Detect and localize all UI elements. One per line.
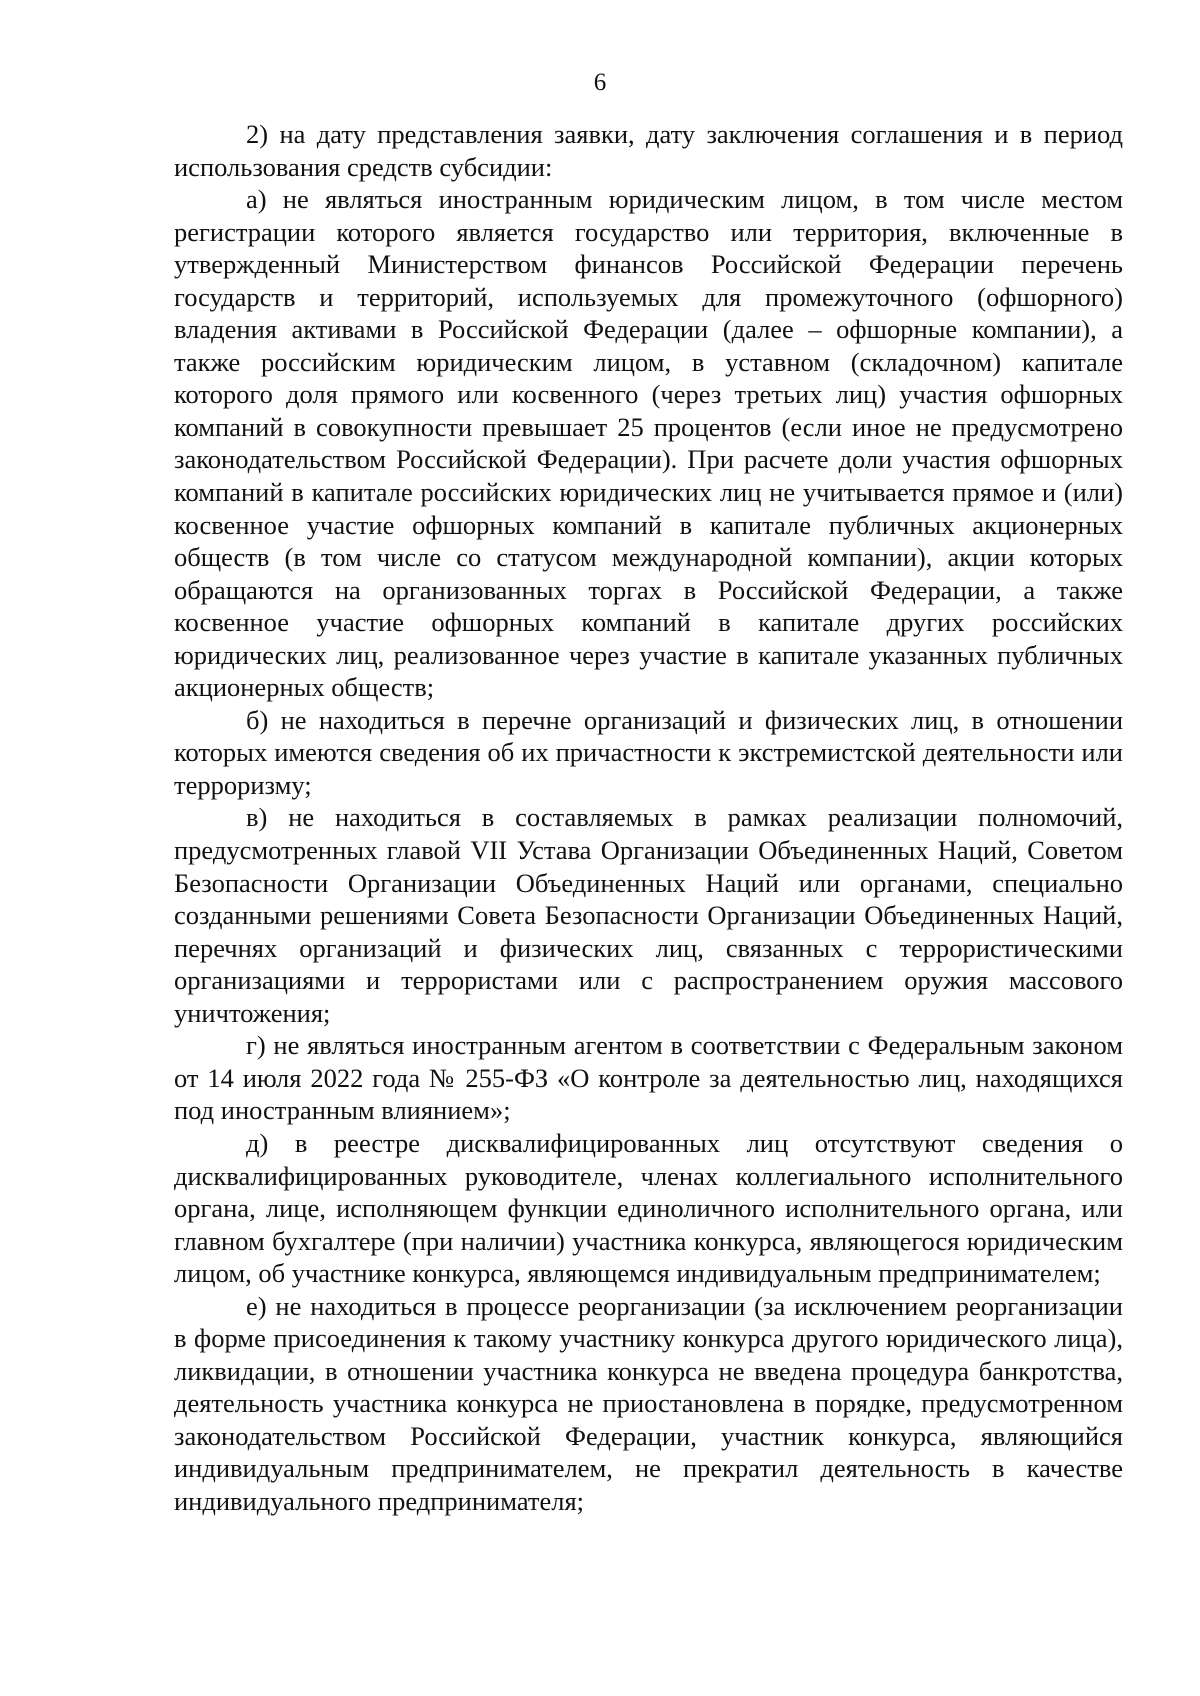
subparagraph-v: в) не находиться в составляемых в рамках реализации полномочий, предусмотренных главой VII Устава Организации Объединенных Наций, Советом Безопасности Организации Объединенных Наций или органами, специально созданными решениями Совета Безопасности Организации Объединенных Наций, перечнях организаций и физических лиц, связанных с террористическими организациями и террористами или с распространением оружия массового уничтожения; [174, 802, 1123, 1028]
subparagraph-b: б) не находиться в перечне организаций и физических лиц, в отношении которых имеются сведения об их причастности к экстремистской деятельности или терроризму; [174, 704, 1123, 800]
page-number: 6 [593, 69, 607, 96]
subparagraph-a: а) не являться иностранным юридическим лицом, в том числе местом регистрации которого является государство или территория, включенные в утвержденный Министерством финансов Российской Федерации перечень государств и территорий, используемых для промежуточного (офшорного) владения активами в Российской Федерации (далее – офшорные компании), а также российским юридическим лицом, в уставном (складочном) капитале которого доля прямого или косвенного (через третьих лиц) участия офшорных компаний в совокупности превышает 25 процентов (если иное не предусмотрено законодательством Российской Федерации). При расчете доли участия офшорных компаний в капитале российских юридических лиц не учитывается прямое и (или) косвенное участие офшорных компаний в капитале публичных акционерных обществ (в том числе со статусом международной компании), акции которых обращаются на организованных торгах в Российской Федерации, а также косвенное участие офшорных компаний в капитале других российских юридических лиц, реализованное через участие в капитале указанных публичных акционерных обществ; [174, 184, 1123, 703]
subparagraph-g: г) не являться иностранным агентом в соответствии с Федеральным законом от 14 июля 2022 года № 255-ФЗ «О контроле за деятельностью лиц, находящихся под иностранным влиянием»; [174, 1030, 1123, 1126]
subparagraph-d: д) в реестре дисквалифицированных лиц отсутствуют сведения о дисквалифицированных руководителе, членах коллегиального исполнительного органа, лице, исполняющем функции единоличного исполнительного органа, или главном бухгалтере (при наличии) участника конкурса, являющегося юридическим лицом, об участнике конкурса, являющемся индивидуальным предпринимателем; [174, 1127, 1123, 1289]
paragraph-item-2: 2) на дату представления заявки, дату заключения соглашения и в период использования средств субсидии: [174, 119, 1123, 182]
document-body [174, 118, 1123, 1518]
subparagraph-e: е) не находиться в процессе реорганизации (за исключением реорганизации в форме присоединения к такому участнику конкурса другого юридического лица), ликвидации, в отношении участника конкурса не введена процедура банкротства, деятельность участника конкурса не приостановлена в порядке, предусмотренном законодательством Российской Федерации, участник конкурса, являющийся индивидуальным предпринимателем, не прекратил деятельность в качестве индивидуального предпринимателя; [174, 1290, 1123, 1516]
